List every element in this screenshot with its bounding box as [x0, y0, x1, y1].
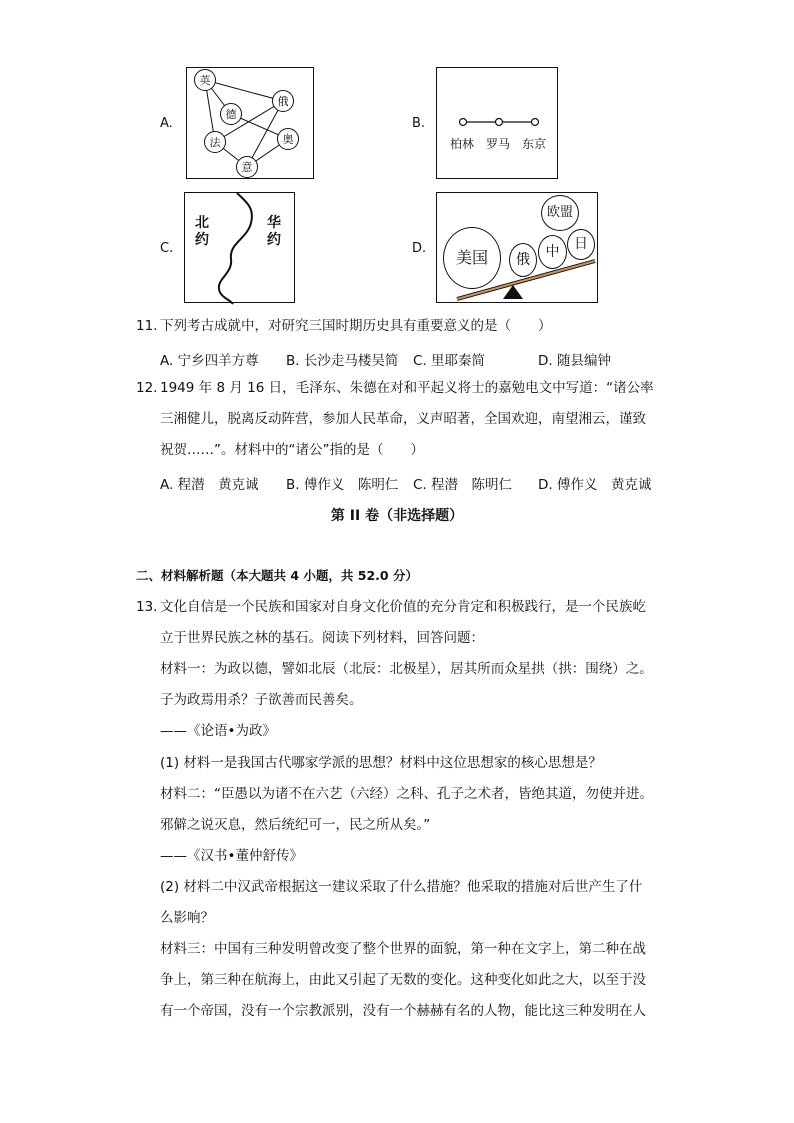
node-britain: 英: [194, 69, 216, 91]
material-1-line-2: 子为政焉用杀？子欲善而民善矣。: [160, 692, 363, 708]
q12-line-3: 祝贺……”。材料中的“诸公”指的是（ ）: [160, 442, 424, 458]
section-title: 二、材料解析题（本大题共 4 小题，共 52.0 分）: [136, 568, 418, 583]
material-3-line-1: 材料三：中国有三种发明曾改变了整个世界的面貌，第一种在文字上，第二种在战: [160, 941, 646, 957]
cold-war-map: [184, 192, 295, 303]
q12-number: 12.: [136, 380, 158, 396]
q11-option-c: C. 里耶秦简: [413, 353, 486, 369]
material-2-line-1: 材料二：“臣愚以为诸不在六艺（六经）之科、孔子之术者，皆绝其道，勿使并进。: [160, 786, 653, 802]
volume-title: 第 II 卷（非选择题）: [330, 508, 464, 524]
city-berlin: 柏林: [450, 137, 475, 151]
node-france: 法: [204, 131, 226, 153]
q12-option-a: A. 程潜 黄克诚: [160, 477, 259, 493]
axis-powers-diagram: [436, 67, 558, 179]
material-3-line-2: 争上，第三种在航海上，由此又引起了无数的变化。这种变化如此之大，以至于没: [160, 972, 646, 988]
q11-option-b: B. 长沙走马楼吴简: [286, 353, 399, 369]
material-3-line-3: 有一个帝国，没有一个宗教派别，没有一个赫赫有名的人物，能比这三种发明在人: [160, 1003, 646, 1019]
sub-question-2-line-2: 么影响？: [160, 910, 214, 926]
q13-number: 13.: [136, 599, 158, 615]
q11-number: 11.: [136, 318, 158, 334]
node-germany: 德: [220, 103, 242, 125]
sub-question-2-line-1: (2) 材料二中汉武帝根据这一建议采取了什么措施？他采取的措施对后世产生了什: [160, 879, 643, 895]
node-austria: 奥: [277, 128, 299, 150]
node-italy: 意: [236, 156, 258, 178]
material-2-line-2: 邪僻之说灭息，然后统纪可一，民之所从矣。”: [160, 817, 431, 833]
option-c-label: C.: [160, 241, 174, 256]
option-d-label: D.: [412, 241, 427, 256]
q12-option-c: C. 程潜 陈明仁: [413, 477, 513, 493]
multipolar-balance-diagram: [436, 192, 598, 303]
city-tokyo: 东京: [522, 137, 547, 151]
q13-intro-2: 立于世界民族之林的基石。阅读下列材料，回答问题：: [160, 630, 484, 646]
q12-line-2: 三湘健儿，脱离反动阵营，参加人民革命，义声昭著，全国欢迎，南望湘云，谨致: [160, 411, 646, 427]
q13-intro-1: 文化自信是一个民族和国家对自身文化价值的充分肯定和积极践行，是一个民族屹: [160, 599, 646, 615]
city-rome: 罗马: [486, 137, 511, 151]
russia-circle: 俄: [509, 243, 537, 277]
q11-option-a: A. 宁乡四羊方尊: [160, 353, 259, 369]
japan-circle: 日: [567, 229, 595, 260]
q12-line-1: 1949 年 8 月 16 日，毛泽东、朱德在对和平起义将士的嘉勉电文中写道：“诸公率: [160, 380, 654, 396]
q12-option-d: D. 傅作义 黄克诚: [538, 477, 652, 493]
material-1-line-1: 材料一：为政以德，譬如北辰（北辰：北极星），居其所而众星拱（拱：围绕）之。: [160, 661, 653, 677]
q11-option-d: D. 随县编钟: [538, 353, 611, 369]
axis-line: [437, 68, 559, 180]
sub-question-1: (1) 材料一是我国古代哪家学派的思想？材料中这位思想家的核心思想是？: [160, 755, 602, 771]
q12-option-b: B. 傅作义 陈明仁: [286, 477, 399, 493]
node-russia: 俄: [272, 90, 294, 112]
material-1-source: ——《论语•为政》: [160, 723, 276, 739]
usa-circle: 美国: [443, 227, 501, 289]
q11-stem: 下列考古成就中，对研究三国时期历史具有重要意义的是（ ）: [160, 318, 552, 334]
option-b-label: B.: [412, 116, 426, 131]
option-a-label: A.: [160, 116, 173, 131]
eu-circle: 欧盟: [541, 195, 579, 231]
alliance-network-diagram: [186, 67, 314, 179]
china-circle: 中: [538, 235, 567, 269]
material-2-source: ——《汉书•董仲舒传》: [160, 848, 303, 864]
nato-label: 北约: [195, 215, 209, 248]
warsaw-pact-label: 华约: [267, 215, 281, 248]
